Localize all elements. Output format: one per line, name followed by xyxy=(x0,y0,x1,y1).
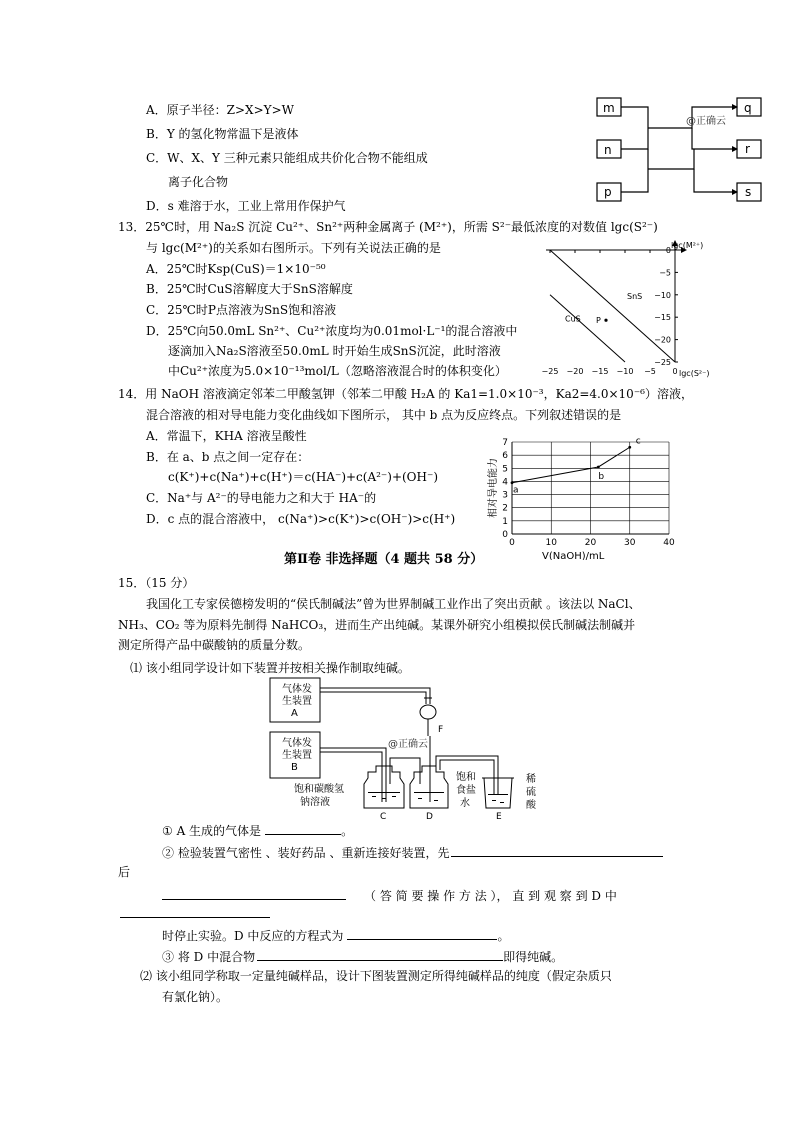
q15-1-2-text: ② 检验装置气密性 、装好药品 、重新连接好装置，先 xyxy=(162,846,450,860)
q13-option-d: D．25℃向50.0mL Sn²⁺、Cu²⁺浓度均为0.01mol·L⁻¹的混合溶液中 xyxy=(146,324,518,338)
q15-1-2 xyxy=(162,843,663,861)
q15-1-2-blank-row xyxy=(120,904,270,922)
answer-blank-5[interactable] xyxy=(347,926,497,940)
label-e: E xyxy=(496,812,502,822)
y-tick-label: 7 xyxy=(502,438,508,448)
y-tick-label: −20 xyxy=(654,335,671,345)
label-d: D xyxy=(426,812,433,822)
watermark: @正确云 xyxy=(686,116,726,127)
y-tick-label: 0 xyxy=(502,530,508,540)
answer-blank-4[interactable] xyxy=(120,904,270,918)
q13-option-c: C．25℃时P点溶液为SnS饱和溶液 xyxy=(146,303,337,317)
q14-stem-line1: 14．用 NaOH 溶液滴定邻苯二甲酸氢钾（邻苯二甲酸 H₂A 的 Ka1=1.0×10⁻³，Ka2=4.0×10⁻⁶）溶液， xyxy=(118,387,693,401)
label-e-line3: 酸 xyxy=(526,800,536,811)
liquid-marks xyxy=(368,792,508,803)
label-d-line1: 饱和 xyxy=(456,772,476,783)
y-tick-label: 5 xyxy=(502,464,508,475)
q14-option-c: C．Na⁺与 A²⁻的导电能力之和大于 HA⁻的 xyxy=(146,491,377,505)
x-tick-label: −25 xyxy=(541,367,559,376)
label-s: s xyxy=(745,185,752,199)
q15-1-2-after: 后 xyxy=(118,865,131,879)
x-axis-label: lgc(S²⁻) xyxy=(679,369,710,378)
x-tick-label: 30 xyxy=(624,538,636,548)
x-tick-label: −5 xyxy=(644,367,656,376)
q13-option-d-line3: 中Cu²⁺浓度为5.0×10⁻¹³mol/L（忽略溶液混合时的体积变化） xyxy=(168,364,507,378)
q15-1-3-text: ③ 将 D 中混合物 xyxy=(162,950,256,964)
label-m: m xyxy=(603,101,615,115)
reaction-flow-diagram xyxy=(592,94,772,209)
q14-option-d: D．c 点的混合溶液中， c(Na⁺)>c(K⁺)>c(OH⁻)>c(H⁺) xyxy=(146,512,456,526)
label-e-line1: 稀 xyxy=(526,774,536,785)
q15-heading: 15．（15 分） xyxy=(118,576,195,590)
label-d-line3: 水 xyxy=(460,798,470,809)
q15-1-1 xyxy=(162,821,353,839)
point-p xyxy=(604,319,607,322)
x-tick-label: 10 xyxy=(545,538,557,548)
label-c: C xyxy=(380,812,387,822)
label-r: r xyxy=(745,142,750,156)
app-a-line1: 气体发 xyxy=(282,684,312,695)
answer-blank-2[interactable] xyxy=(451,843,663,857)
point-b-label: b xyxy=(598,471,605,482)
q15-1-2-line2 xyxy=(162,886,617,904)
y-tick-label: 4 xyxy=(502,477,508,488)
q13-option-a: A．25℃时Ksp(CuS)＝1×10⁻⁵⁰ xyxy=(146,262,326,276)
label-p: p xyxy=(604,185,612,199)
label-c-line1: 饱和碳酸氢 xyxy=(294,784,344,795)
apparatus-diagram xyxy=(264,674,564,822)
y-axis-label: lgc(M²⁺) xyxy=(671,241,704,250)
q14-option-a: A．常温下，KHA 溶液呈酸性 xyxy=(146,429,307,443)
q15-1-3 xyxy=(162,947,563,965)
point-a xyxy=(511,481,514,484)
solubility-chart xyxy=(520,240,730,380)
label-c-line2: 钠溶液 xyxy=(300,797,330,808)
label-f: F xyxy=(438,725,444,735)
conductivity-line xyxy=(512,447,630,482)
x-tick-label: 40 xyxy=(663,538,675,548)
app-b-line3: B xyxy=(291,762,298,773)
q13-option-d-line2: 逐滴加入Na₂S溶液至50.0mL 时开始生成SnS沉淀，此时溶液 xyxy=(168,344,501,358)
watermark-2: @正确云 xyxy=(388,739,428,750)
q14-stem-line2: 混合溶液的相对导电能力变化曲线如下图所示， 其中 b 点为反应终点。下列叙述错误的是 xyxy=(146,408,622,422)
q15-para-line3: 测定所得产品中碳酸钠的质量分数。 xyxy=(118,638,311,652)
q15-sub2-line2: 有氯化钠）。 xyxy=(162,990,229,1004)
label-q: q xyxy=(744,101,752,115)
q15-1-2-equation-text: 时停止实验。D 中反应的方程式为 xyxy=(162,929,344,943)
y-tick-label: −10 xyxy=(654,290,671,300)
y-axis-label: 相对导电能力 xyxy=(488,458,499,518)
y-tick-label: 2 xyxy=(502,503,508,514)
point-c xyxy=(628,446,631,449)
q14-option-b-eq: c(K⁺)+c(Na⁺)+c(H⁺)＝c(HA⁻)+c(A²⁻)+(OH⁻) xyxy=(168,470,439,484)
x-tick-label: −15 xyxy=(591,367,609,376)
y-tick-label: −25 xyxy=(654,358,671,367)
label-e-line2: 硫 xyxy=(526,787,536,798)
y-tick-label: 3 xyxy=(502,490,508,501)
answer-blank-1[interactable] xyxy=(265,821,341,835)
q15-1-1-text: ① A 生成的气体是 xyxy=(162,824,262,838)
answer-blank-6[interactable] xyxy=(257,947,503,961)
label-d-line2: 食盐 xyxy=(456,785,476,796)
q15-sub1: ⑴ 该小组同学设计如下装置并按相关操作制取纯碱。 xyxy=(130,661,410,675)
y-tick-label: −15 xyxy=(654,313,671,323)
app-a-line3: A xyxy=(291,708,298,719)
y-tick-label: 1 xyxy=(502,516,508,527)
series-line-cus xyxy=(550,295,625,362)
x-tick-label: 0 xyxy=(672,367,678,376)
series-label-cus: CuS xyxy=(565,314,581,324)
q12-option-c-cont: 离子化合物 xyxy=(168,175,229,189)
label-n: n xyxy=(604,143,612,157)
x-axis-label: V(NaOH)/mL xyxy=(542,551,605,560)
app-b-line2: 生装置 xyxy=(282,750,312,761)
q12-option-c: C．W、X、Y 三种元素只能组成共价化合物不能组成 xyxy=(146,151,428,165)
y-tick-label: 0 xyxy=(665,246,671,255)
q15-1-2-end: 。 xyxy=(497,929,510,943)
q14-option-b: B．在 a、b 点之间一定存在： xyxy=(146,450,310,464)
q12-option-b: B．Y 的氢化物常温下是液体 xyxy=(146,127,299,141)
q15-1-2-line3 xyxy=(162,926,509,944)
y-tick-label: −5 xyxy=(659,268,671,278)
x-tick-label: 20 xyxy=(584,538,597,548)
point-a-label: a xyxy=(513,485,519,496)
y-tick-label: 6 xyxy=(502,451,508,462)
conductivity-chart xyxy=(484,436,684,560)
q15-para-line1: 我国化工专家侯德榜发明的“侯氏制碱法”曾为世界制碱工业作出了突出贡献 。该法以 NaCl、 xyxy=(146,597,641,611)
q13-stem-line2: 与 lgc(M²⁺)的关系如右图所示。下列有关说法正确的是 xyxy=(146,241,441,255)
series-label-sns: SnS xyxy=(627,291,643,301)
point-c-label: c xyxy=(635,436,641,447)
q13-stem-line1: 13．25℃时，用 Na₂S 沉淀 Cu²⁺、Sn²⁺两种金属离子 (M²⁺)，所需 S²⁻最低浓度的对数值 lgc(S²⁻) xyxy=(118,220,658,234)
app-b-line1: 气体发 xyxy=(282,738,312,749)
x-tick-label: −20 xyxy=(566,367,584,376)
q15-1-2-method: （ 答 简 要 操 作 方 法 ）， 直 到 观 察 到 D 中 xyxy=(364,889,617,903)
q15-1-1-end: 。 xyxy=(341,824,354,838)
app-a-line2: 生装置 xyxy=(282,696,312,707)
point-p-label: P xyxy=(596,316,601,326)
point-b xyxy=(597,466,600,469)
q13-option-b: B．25℃时CuS溶解度大于SnS溶解度 xyxy=(146,282,353,296)
q12-option-d: D．s 难溶于水，工业上常用作保护气 xyxy=(146,199,346,213)
series-line-sns xyxy=(550,250,675,362)
q15-1-3-end: 即得纯碱。 xyxy=(503,950,564,964)
answer-blank-3[interactable] xyxy=(162,886,346,900)
q15-sub2-line1: ⑵ 该小组同学称取一定量纯碱样品，设计下图装置测定所得纯碱样品的纯度（假定杂质只 xyxy=(140,969,612,983)
q12-option-a: A．原子半径：Z>X>Y>W xyxy=(146,103,294,117)
q15-para-line2: NH₃、CO₂ 等为原料先制得 NaHCO₃，进而生产出纯碱。某课外研究小组模拟侯氏制碱法制碱并 xyxy=(118,618,636,632)
x-tick-label: −10 xyxy=(616,367,634,376)
section-2-title: 第Ⅱ卷 非选择题（4 题共 58 分） xyxy=(284,552,484,567)
x-tick-label: 0 xyxy=(509,538,515,548)
